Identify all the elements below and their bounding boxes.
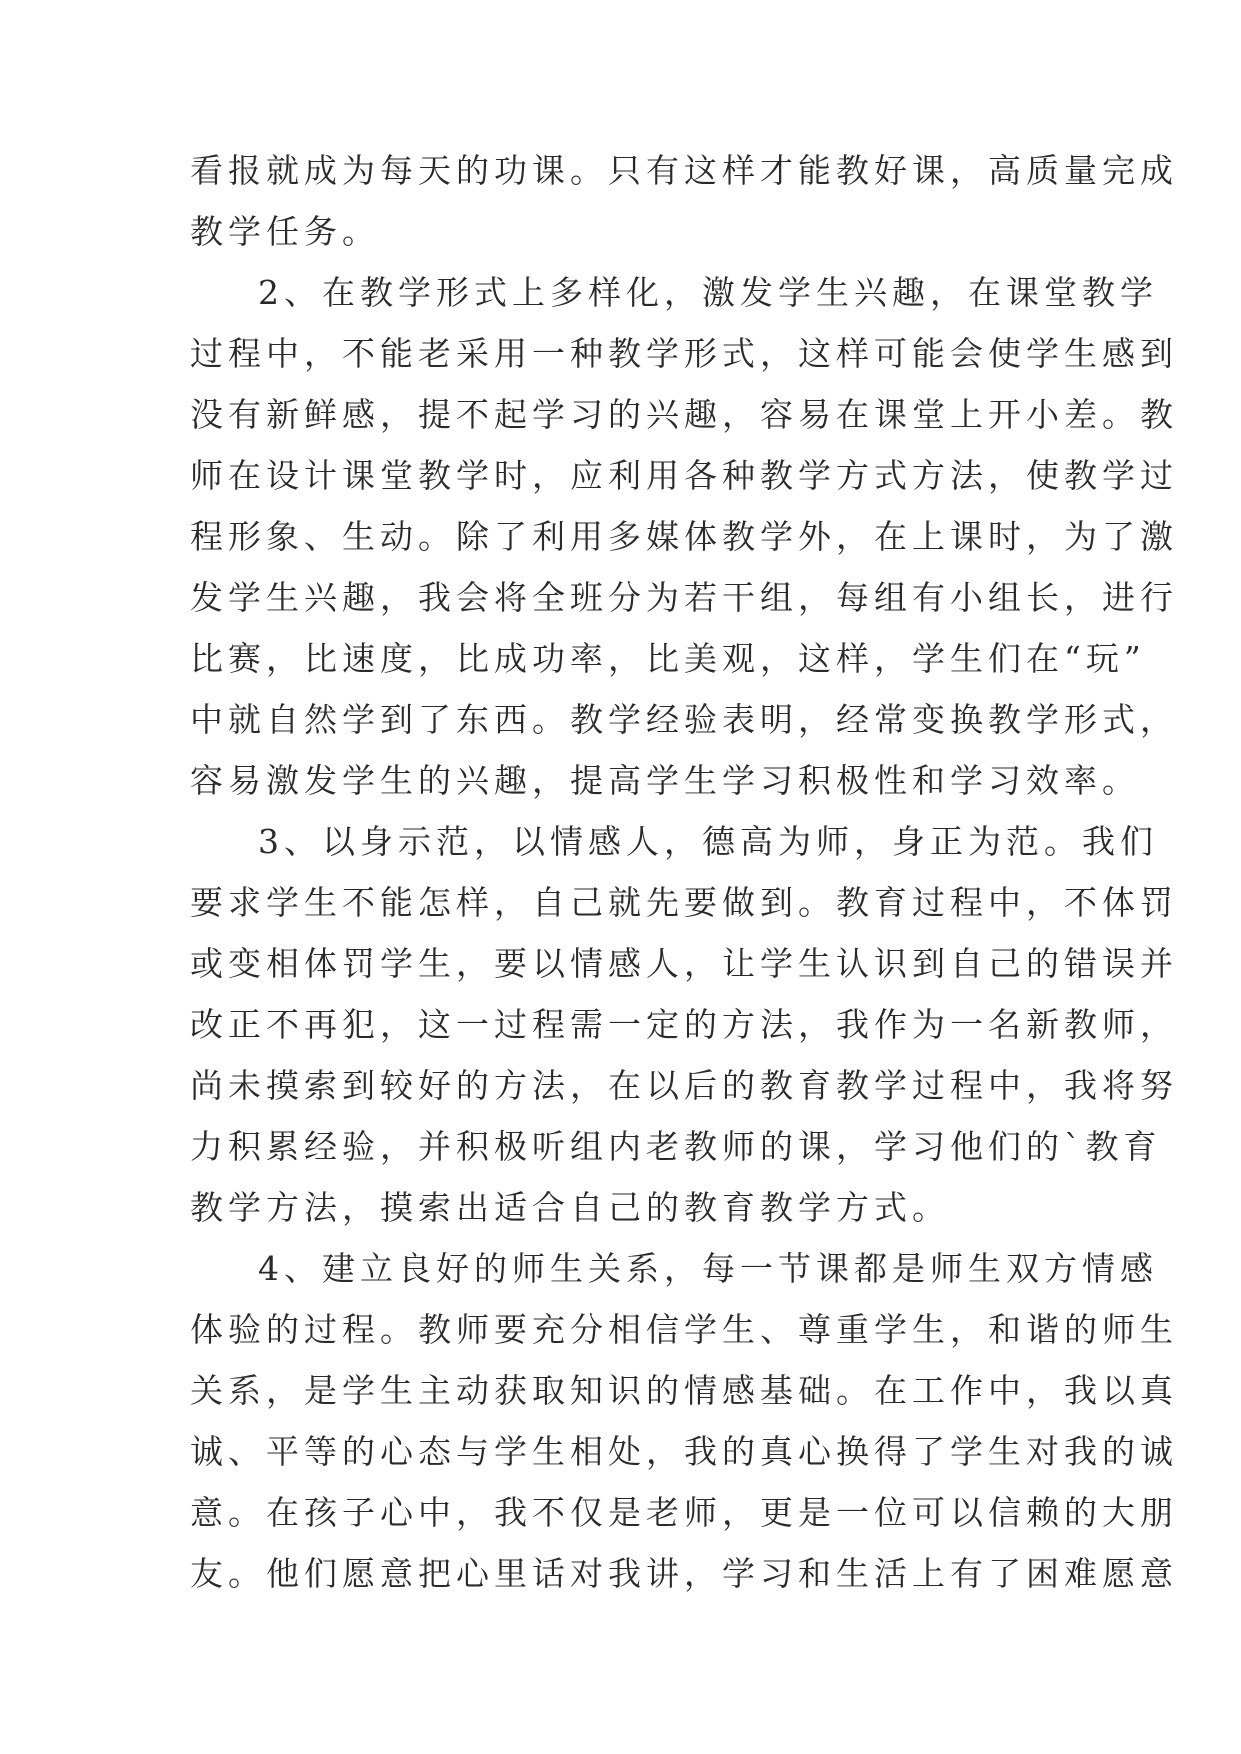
text-line: 教学方法，摸索出适合自己的教育教学方式。: [190, 1188, 950, 1227]
text-line: 程 形 象 、 生 动 。 除 了 利 用 多 媒 体 教 学 外 ， 在 上 课 时 ， 为 了 激: [190, 517, 1178, 556]
text-line: 看 报 就 成 为 每 天 的 功 课 。 只 有 这 样 才 能 教 好 课 ， 高 质 量 完 成: [190, 151, 1178, 190]
text-line: 诚 、 平 等 的 心 态 与 学 生 相 处 ， 我 的 真 心 换 得 了 学 生 对 我 的 诚: [190, 1432, 1178, 1471]
text-line: 2 、 在 教 学 形 式 上 多 样 化 ， 激 发 学 生 兴 趣 ， 在 课 堂 教 学: [258, 273, 1158, 312]
text-line: 容易激发学生的兴趣，提高学生学习积极性和学习效率。: [190, 761, 1140, 800]
text-line: 中 就 自 然 学 到 了 东 西 。 教 学 经 验 表 明 ， 经 常 变 换 教 学 形 式 ，: [190, 700, 1178, 739]
text-line: 或 变 相 体 罚 学 生 ， 要 以 情 感 人 ， 让 学 生 认 识 到 自 己 的 错 误 并: [190, 944, 1178, 983]
text-line: 力 积 累 经 验 ， 并 积 极 听 组 内 老 教 师 的 课 ， 学 习 他 们 的 ` 教 育: [190, 1127, 1162, 1166]
document-page: [190, 140, 1178, 1604]
text-line: 师 在 设 计 课 堂 教 学 时 ， 应 利 用 各 种 教 学 方 式 方 法 ， 使 教 学 过: [190, 456, 1178, 495]
text-line: 体 验 的 过 程 。 教 师 要 充 分 相 信 学 生 、 尊 重 学 生 ， 和 谐 的 师 生: [190, 1310, 1178, 1349]
text-line: 3 、 以 身 示 范 ， 以 情 感 人 ， 德 高 为 师 ， 身 正 为 范 。 我 们: [258, 822, 1158, 861]
text-line: 比 赛 ， 比 速 度 ， 比 成 功 率 ， 比 美 观 ， 这 样 ， 学 生 们 在 “ 玩 ”: [190, 639, 1146, 678]
text-line: 要 求 学 生 不 能 怎 样 ， 自 己 就 先 要 做 到 。 教 育 过 程 中 ， 不 体 罚: [190, 883, 1178, 922]
text-line: 改 正 不 再 犯 ， 这 一 过 程 需 一 定 的 方 法 ， 我 作 为 一 名 新 教 师 ，: [190, 1005, 1178, 1044]
text-line: 过 程 中 ， 不 能 老 采 用 一 种 教 学 形 式 ， 这 样 可 能 会 使 学 生 感 到: [190, 334, 1178, 373]
text-line: 友 。 他 们 愿 意 把 心 里 话 对 我 讲 ， 学 习 和 生 活 上 有 了 困 难 愿 意: [190, 1554, 1178, 1593]
text-line: 意 。 在 孩 子 心 中 ， 我 不 仅 是 老 师 ， 更 是 一 位 可 以 信 赖 的 大 朋: [190, 1493, 1178, 1532]
text-line: 关 系 ， 是 学 生 主 动 获 取 知 识 的 情 感 基 础 。 在 工 作 中 ， 我 以 真: [190, 1371, 1178, 1410]
text-line: 尚 未 摸 索 到 较 好 的 方 法 ， 在 以 后 的 教 育 教 学 过 程 中 ， 我 将 努: [190, 1066, 1178, 1105]
text-line: 4 、 建 立 良 好 的 师 生 关 系 ， 每 一 节 课 都 是 师 生 双 方 情 感: [258, 1249, 1158, 1288]
text-line: 发 学 生 兴 趣 ， 我 会 将 全 班 分 为 若 干 组 ， 每 组 有 小 组 长 ， 进 行: [190, 578, 1178, 617]
text-line: 没 有 新 鲜 感 ， 提 不 起 学 习 的 兴 趣 ， 容 易 在 课 堂 上 开 小 差 。 教: [190, 395, 1178, 434]
text-line: 教学任务。: [190, 212, 380, 251]
